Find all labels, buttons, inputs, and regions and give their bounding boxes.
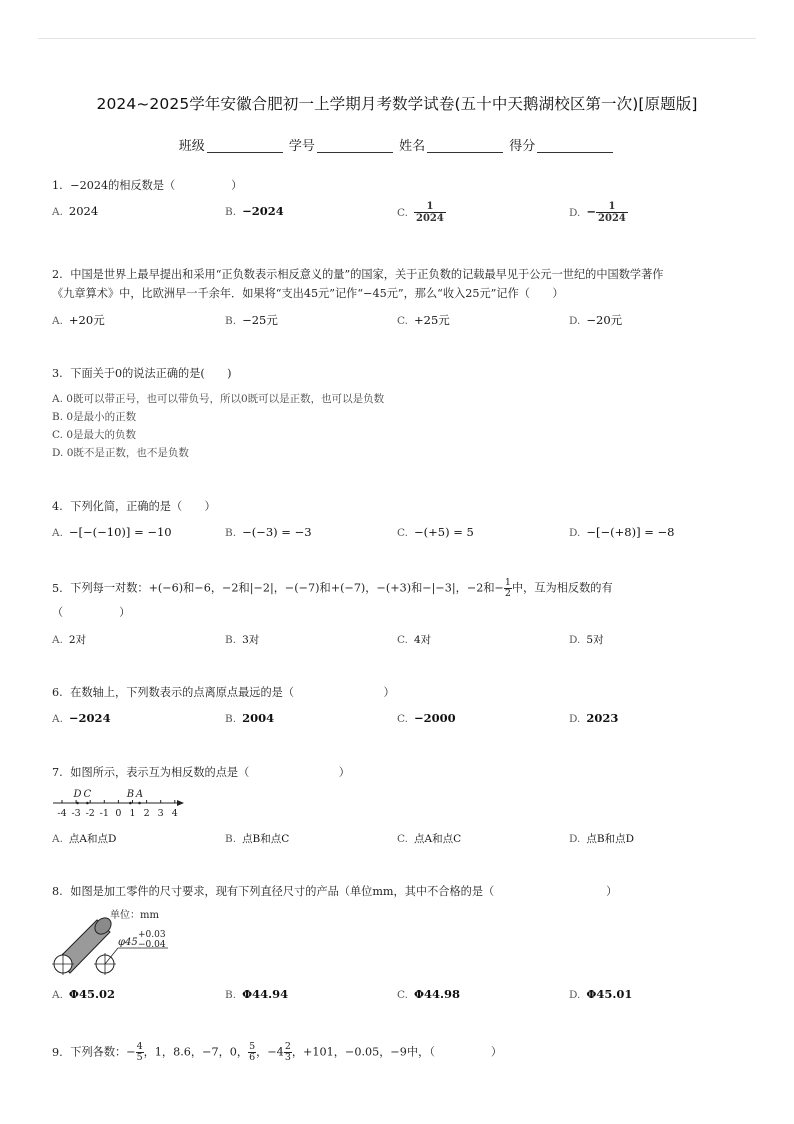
name-label: 姓名 bbox=[399, 139, 426, 154]
question-number: 9. bbox=[52, 1045, 63, 1059]
fraction-numerator: 1 bbox=[414, 201, 446, 213]
fraction-numerator: 1 bbox=[504, 577, 511, 588]
option-letter: D. bbox=[569, 634, 581, 646]
fraction-denominator: 5 bbox=[136, 1052, 143, 1063]
axis-tick-label: 2 bbox=[143, 808, 150, 819]
option-value: 5对 bbox=[586, 634, 604, 646]
option-c[interactable] bbox=[397, 632, 431, 647]
question-stem-line2: 《九章算术》中，比欧洲早一千余年．如果将“支出45元”记作“−45元”，那么“收入25元”记作（ ） bbox=[52, 287, 564, 300]
option-value: 2对 bbox=[68, 634, 87, 646]
question-6 bbox=[52, 684, 754, 702]
option-a[interactable] bbox=[52, 525, 172, 539]
question-number: 8. bbox=[52, 885, 63, 898]
option-b[interactable] bbox=[225, 711, 274, 725]
fraction-numerator: 5 bbox=[249, 1041, 256, 1052]
fraction-denominator: 2024 bbox=[598, 213, 626, 224]
question-number: 3. bbox=[52, 367, 63, 380]
option-c[interactable] bbox=[397, 987, 460, 1001]
question-9 bbox=[52, 1042, 754, 1063]
axis-tick-label: 1 bbox=[129, 808, 136, 819]
option-value: 3对 bbox=[242, 634, 260, 646]
option-letter: C. bbox=[397, 713, 408, 725]
question-stem: 如图是加工零件的尺寸要求，现有下列直径尺寸的产品（单位mm，其中不合格的是（ ） bbox=[70, 885, 618, 898]
question-stem: 下列化简，正确的是（ ） bbox=[70, 500, 216, 513]
question-2-line2 bbox=[52, 285, 754, 303]
option-letter: B. bbox=[225, 315, 237, 327]
option-value: −(−3) = −3 bbox=[242, 525, 312, 539]
fraction bbox=[284, 1042, 292, 1063]
fraction-numerator: 2 bbox=[284, 1041, 291, 1052]
fraction bbox=[248, 1042, 256, 1063]
student-info-bar bbox=[0, 135, 794, 154]
option-letter: C. bbox=[397, 206, 408, 219]
option-value: Φ44.98 bbox=[414, 987, 461, 1001]
question-stem: 下面关于0的说法正确的是( ) bbox=[70, 367, 232, 380]
point-marker-a bbox=[138, 802, 141, 805]
fraction-denominator: 2024 bbox=[416, 213, 444, 224]
option-d[interactable] bbox=[569, 711, 618, 725]
option-letter: B. bbox=[225, 634, 237, 646]
score-field[interactable] bbox=[537, 138, 613, 153]
fraction-numerator: 4 bbox=[136, 1041, 143, 1052]
point-marker-b bbox=[129, 802, 132, 805]
fraction bbox=[414, 201, 446, 224]
option-value: −2024 bbox=[68, 711, 111, 725]
question-number: 7. bbox=[52, 766, 63, 779]
option-value: 点A和点C bbox=[414, 833, 462, 845]
question-5-line2 bbox=[52, 604, 754, 622]
question-stem-part1: 下列每一对数：+(−6)和−6，−2和|−2|，−(−7)和+(−7)，−(+3)和−|−3|，−2和− bbox=[70, 581, 504, 595]
option-d[interactable]: D. 0既不是正数，也不是负数 bbox=[52, 447, 189, 459]
option-c[interactable] bbox=[397, 201, 446, 224]
question-8 bbox=[52, 883, 754, 901]
option-value: −2000 bbox=[414, 711, 456, 725]
question-number: 4. bbox=[52, 500, 63, 513]
option-value: −20元 bbox=[586, 313, 623, 327]
question-stem: −2024的相反数是（ ） bbox=[70, 179, 243, 192]
option-letter: A. bbox=[52, 634, 63, 646]
question-5-options bbox=[52, 632, 752, 652]
axis-tick-label: 4 bbox=[171, 808, 178, 819]
id-field[interactable] bbox=[317, 138, 393, 153]
option-letter: C. bbox=[397, 527, 408, 539]
fraction-denominator: 3 bbox=[284, 1052, 291, 1063]
option-a[interactable] bbox=[52, 831, 116, 846]
point-label-a: A bbox=[135, 789, 144, 800]
question-stem-line1: 中国是世界上最早提出和采用“正负数表示相反意义的量”的国家，关于正负数的记载最早见于公元一世纪的中国数学著作 bbox=[70, 268, 664, 281]
option-d[interactable] bbox=[569, 525, 674, 539]
option-letter: A. bbox=[52, 315, 63, 327]
option-value: Φ45.01 bbox=[586, 987, 633, 1001]
fraction-numerator: 1 bbox=[596, 201, 628, 213]
axis-tick-label: -2 bbox=[85, 808, 95, 819]
point-label-d: D bbox=[73, 789, 82, 800]
option-a[interactable] bbox=[52, 312, 105, 328]
option-letter: A. bbox=[52, 206, 63, 218]
arrow-icon bbox=[177, 800, 184, 806]
question-2-options bbox=[52, 312, 752, 332]
name-field[interactable] bbox=[427, 138, 503, 153]
option-d[interactable] bbox=[569, 831, 634, 846]
question-8-options bbox=[52, 987, 752, 1007]
question-5 bbox=[52, 578, 754, 599]
unit-label: 单位：mm bbox=[110, 910, 159, 921]
option-a[interactable]: A. 0既可以带正号，也可以带负号，所以0既可以是正数，也可以是负数 bbox=[52, 393, 385, 405]
score-label: 得分 bbox=[509, 139, 536, 154]
option-value: Φ45.02 bbox=[68, 987, 115, 1001]
option-d[interactable] bbox=[569, 987, 632, 1001]
question-1-options bbox=[52, 201, 752, 224]
question-stem-part2: 中，互为相反数的有 bbox=[511, 581, 613, 595]
option-b[interactable] bbox=[225, 312, 278, 328]
option-value: 2023 bbox=[586, 711, 619, 725]
number-line-figure bbox=[50, 786, 190, 820]
question-4-options bbox=[52, 525, 752, 545]
question-stem-part2: ，1，8.6，−7，0， bbox=[143, 1045, 249, 1059]
page-title: 2024~2025学年安徽合肥初一上学期月考数学试卷(五十中天鹅湖校区第一次)[原题版] bbox=[96, 95, 698, 113]
option-b[interactable] bbox=[225, 831, 289, 846]
option-letter: D. bbox=[569, 315, 581, 327]
point-marker-c bbox=[86, 802, 89, 805]
header-divider bbox=[38, 38, 756, 39]
option-c[interactable] bbox=[397, 525, 474, 539]
option-b[interactable] bbox=[225, 525, 312, 539]
option-value: 点B和点D bbox=[586, 833, 635, 845]
option-letter: D. bbox=[569, 713, 581, 725]
fraction-denominator: 6 bbox=[249, 1052, 256, 1063]
option-b[interactable] bbox=[225, 632, 259, 647]
option-letter: C. bbox=[397, 989, 408, 1001]
option-c[interactable]: C. 0是最大的负数 bbox=[52, 429, 137, 441]
axis-tick-label: -1 bbox=[99, 808, 109, 819]
question-stem-part3: ，−4 bbox=[256, 1045, 284, 1059]
option-a[interactable] bbox=[52, 987, 115, 1001]
option-letter: B. bbox=[225, 206, 237, 218]
option-b[interactable]: B. 0是最小的正数 bbox=[52, 411, 137, 423]
option-a[interactable] bbox=[52, 204, 98, 218]
question-stem: 如图所示，表示互为相反数的点是（ ） bbox=[70, 766, 350, 779]
option-letter: C. bbox=[397, 634, 408, 646]
option-value: +20元 bbox=[68, 313, 105, 327]
option-letter: B. bbox=[225, 833, 237, 845]
option-d[interactable] bbox=[569, 201, 628, 224]
option-letter: A. bbox=[52, 713, 63, 725]
option-letter: D. bbox=[569, 989, 581, 1001]
option-letter: A. bbox=[52, 833, 63, 845]
class-label: 班级 bbox=[178, 139, 205, 154]
question-3 bbox=[52, 365, 754, 383]
option-value: −25元 bbox=[242, 313, 278, 327]
question-stem: 在数轴上，下列数表示的点离原点最远的是（ ） bbox=[70, 686, 395, 699]
option-b[interactable] bbox=[225, 987, 288, 1001]
id-label: 学号 bbox=[288, 139, 315, 154]
question-stem-part1: 下列各数：− bbox=[70, 1045, 136, 1059]
option-value: 2024 bbox=[68, 204, 99, 218]
option-letter: C. bbox=[397, 833, 408, 845]
option-c[interactable] bbox=[397, 831, 461, 846]
option-value: 点B和点C bbox=[242, 833, 290, 845]
question-7 bbox=[52, 764, 754, 782]
question-stem-part4: ，+101，−0.05，−9中，（ ） bbox=[291, 1045, 503, 1059]
point-label-b: B bbox=[126, 789, 135, 800]
option-value: +25元 bbox=[414, 313, 450, 327]
option-letter: D. bbox=[569, 206, 581, 219]
option-value: −(+5) = 5 bbox=[414, 525, 474, 539]
option-letter: D. bbox=[569, 833, 581, 845]
option-a[interactable] bbox=[52, 632, 86, 647]
option-letter: B. bbox=[225, 527, 237, 539]
axis-tick-label: -4 bbox=[57, 808, 67, 819]
question-3-options bbox=[52, 390, 384, 462]
question-6-options bbox=[52, 711, 752, 731]
diameter-label: φ45 bbox=[118, 937, 138, 948]
question-number: 1. bbox=[52, 179, 63, 192]
axis-tick-label: 0 bbox=[115, 808, 122, 819]
fraction-denominator: 2 bbox=[504, 588, 511, 599]
answer-blank: （ ） bbox=[52, 606, 131, 619]
question-1 bbox=[52, 177, 754, 195]
option-value: −[−(+8)] = −8 bbox=[586, 525, 675, 539]
class-field[interactable] bbox=[207, 138, 283, 153]
option-letter: C. bbox=[397, 315, 408, 327]
lower-tolerance: −0.04 bbox=[138, 940, 166, 950]
option-value: 点A和点D bbox=[68, 833, 117, 845]
fraction bbox=[596, 201, 628, 224]
option-value: −2024 bbox=[242, 204, 284, 218]
option-sign: − bbox=[586, 204, 597, 219]
option-c[interactable] bbox=[397, 312, 450, 328]
question-number: 6. bbox=[52, 686, 63, 699]
option-d[interactable] bbox=[569, 632, 604, 647]
point-marker-d bbox=[76, 802, 79, 805]
question-2 bbox=[52, 266, 754, 284]
point-label-c: C bbox=[83, 789, 92, 800]
axis-tick-label: -3 bbox=[71, 808, 81, 819]
option-letter: B. bbox=[225, 713, 237, 725]
option-value: −[−(−10)] = −10 bbox=[68, 525, 172, 539]
axis-tick-label: 3 bbox=[157, 808, 164, 819]
option-letter: A. bbox=[52, 527, 63, 539]
question-number: 2. bbox=[52, 268, 63, 281]
option-value: 4对 bbox=[414, 634, 432, 646]
question-4 bbox=[52, 498, 754, 516]
cylinder-part-figure bbox=[50, 904, 190, 980]
option-b[interactable] bbox=[225, 204, 284, 218]
upper-tolerance: +0.03 bbox=[138, 930, 166, 940]
option-c[interactable] bbox=[397, 711, 456, 725]
question-number: 5. bbox=[52, 581, 63, 595]
option-value: Φ44.94 bbox=[242, 987, 289, 1001]
option-value: 2004 bbox=[242, 711, 275, 725]
question-7-options bbox=[52, 831, 752, 851]
option-d[interactable] bbox=[569, 312, 622, 328]
fraction bbox=[504, 578, 512, 599]
fraction bbox=[136, 1042, 144, 1063]
option-letter: A. bbox=[52, 989, 63, 1001]
option-letter: D. bbox=[569, 527, 581, 539]
option-letter: B. bbox=[225, 989, 237, 1001]
option-a[interactable] bbox=[52, 711, 111, 725]
